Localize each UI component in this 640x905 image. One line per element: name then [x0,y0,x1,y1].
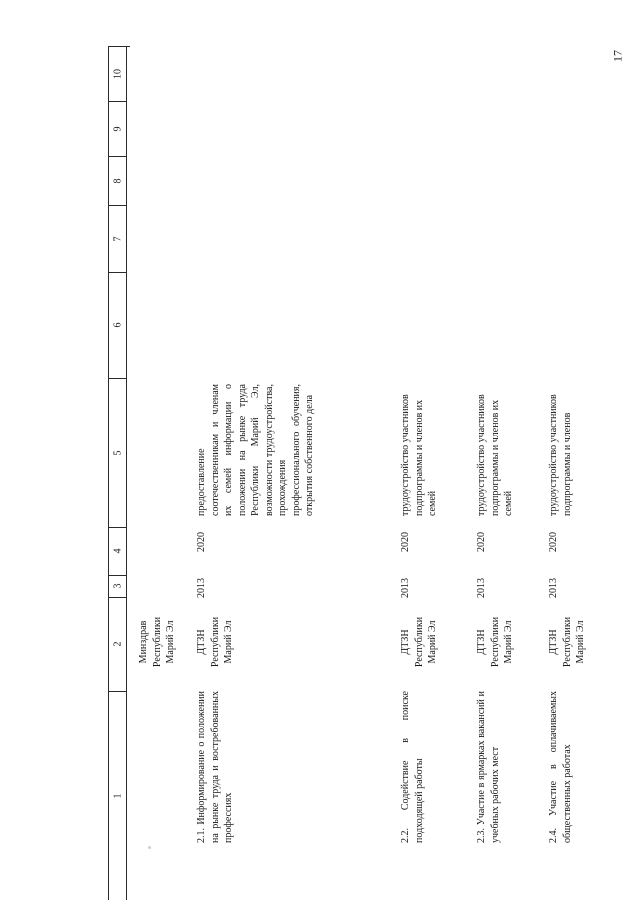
row-2-1-measure: 2.1. Информирование о положении на рынке труда и востребованных профессиях [196,691,234,843]
row-2-3-end: 2020 [476,532,487,552]
page-number: 17 [610,50,625,62]
row-2-3-executor: ДТЗН Республики Марий Эл [476,616,514,668]
header-col-4: 4 [112,548,123,554]
header-col-8: 8 [112,178,123,183]
row-2-2-executor: ДТЗН Республики Марий Эл [400,616,438,668]
row-2-4-end: 2020 [548,532,559,552]
header-col-1: 1 [112,793,123,798]
row-2-1-executor: ДТЗН Республики Марий Эл [196,616,234,668]
row-2-4-executor: ДТЗН Республики Марий Эл [548,616,586,668]
row-2-2-measure: 2.2. Содействие в поиске подходящей работы [400,691,425,843]
row-2-1-end: 2020 [196,532,207,552]
row-2-3-result: трудоустройство участников подпрограммы и членов их семей [476,394,514,516]
header-col-2: 2 [112,641,123,647]
row-2-1-start: 2013 [196,578,207,598]
row-2-2-result: трудоустройство участников подпрограммы и членов их семей [400,394,438,516]
scan-speck [148,846,151,849]
header-col-7: 7 [112,236,123,241]
row-2-3-start: 2013 [476,578,487,598]
header-col-10: 10 [112,68,123,79]
row-2-1-result: предоставление соотечественникам и членам их семей информации о положении на рынке труда Республики Марий Эл, возможности трудоустройства, прохождения профессионального обучения, открытия собственного дела [196,384,315,516]
row-2-4-start: 2013 [548,578,559,598]
header-col-3: 3 [112,583,123,589]
row-2-3-measure: 2.3. Участие в ярмарках вакансий и учебных рабочих мест [476,691,501,843]
row-2-4-result: трудоустройство участников подпрограммы и членов [548,394,573,516]
row-2-2-start: 2013 [400,578,411,598]
row-2-4-measure: 2.4. Участие в оплачиваемых общественных работах [548,691,573,843]
header-col-6: 6 [112,322,123,328]
header-col-9: 9 [112,126,123,131]
top-row-executor: Минздрав Республики Марий Эл [138,616,176,668]
header-col-5: 5 [112,450,123,455]
row-2-2-end: 2020 [400,532,411,552]
